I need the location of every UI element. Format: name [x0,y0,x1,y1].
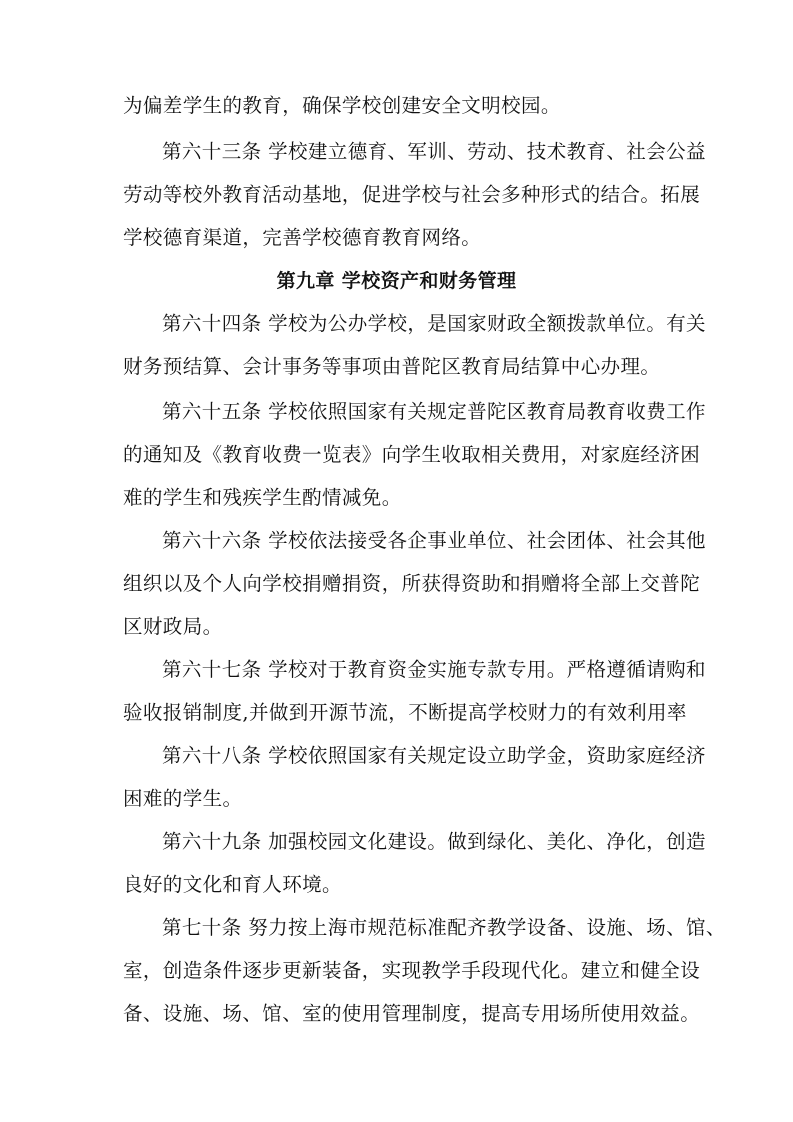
article-70-line-1: 第七十条 努力按上海市规范标准配齐教学设备、设施、场、馆、 [162,916,726,939]
article-63-line-1: 第六十三条 学校建立德育、军训、劳动、技术教育、社会公益 [162,140,706,163]
article-66-line-1: 第六十六条 学校依法接受各企事业单位、社会团体、社会其他 [162,529,706,552]
article-64-line-1: 第六十四条 学校为公办学校，是国家财政全额拨款单位。有关 [162,312,706,335]
article-64-line-2: 财务预结算、会计事务等事项由普陀区教育局结算中心办理。 [123,355,661,378]
article-66-line-2: 组织以及个人向学校捐赠捐资，所获得资助和捐赠将全部上交普陀 [123,572,701,595]
article-70-line-2: 室，创造条件逐步更新装备，实现教学手段现代化。建立和健全设 [123,959,701,982]
article-69-line-2: 良好的文化和育人环境。 [123,873,342,896]
article-65-line-2: 的通知及《教育收费一览表》向学生收取相关费用，对家庭经济困 [123,443,701,466]
text-line: 为偏差学生的教育，确保学校创建安全文明校园。 [123,94,561,117]
article-67-line-1: 第六十七条 学校对于教育资金实施专款专用。严格遵循请购和 [162,658,706,681]
article-68-line-2: 困难的学生。 [123,787,243,810]
article-63-line-2: 劳动等校外教育活动基地，促进学校与社会多种形式的结合。拓展 [123,183,701,206]
article-67-line-2: 验收报销制度,并做到开源节流，不断提高学校财力的有效利用率 [123,701,687,724]
article-66-line-3: 区财政局。 [123,615,223,638]
article-69-line-1: 第六十九条 加强校园文化建设。做到绿化、美化、净化，创造 [162,830,706,853]
chapter-heading: 第九章 学校资产和财务管理 [276,270,517,292]
article-63-line-3: 学校德育渠道，完善学校德育教育网络。 [123,226,482,249]
article-65-line-3: 难的学生和残疾学生酌情减免。 [123,486,402,509]
article-70-line-3: 备、设施、场、馆、室的使用管理制度，提高专用场所使用效益。 [123,1002,701,1025]
article-65-line-1: 第六十五条 学校依照国家有关规定普陀区教育局教育收费工作 [162,400,706,423]
article-68-line-1: 第六十八条 学校依照国家有关规定设立助学金，资助家庭经济 [162,744,706,767]
